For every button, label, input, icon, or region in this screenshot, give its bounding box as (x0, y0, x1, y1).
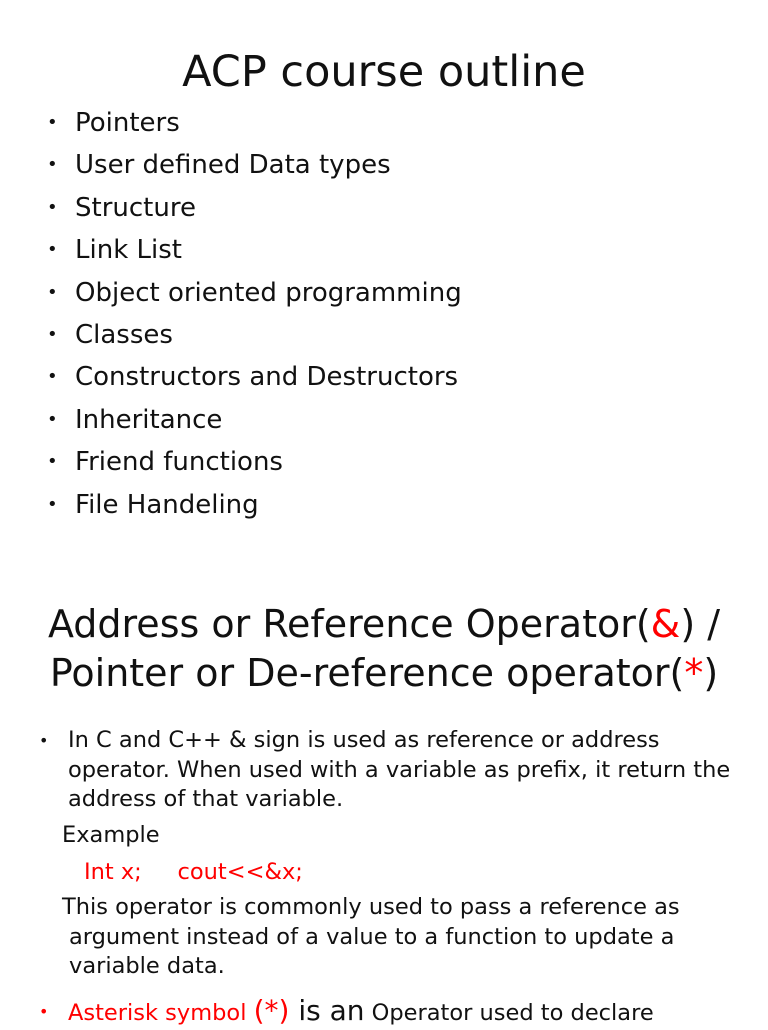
course-outline-list (45, 102, 462, 526)
list-item (45, 229, 462, 271)
list-item (45, 356, 462, 398)
ampersand-symbol: & (650, 602, 681, 646)
list-item-label: Constructors and Destructors (75, 362, 459, 393)
list-item-label: Link List (75, 235, 182, 266)
list-item-label: File Handeling (75, 489, 259, 520)
heading-text: Address or Reference Operator( (47, 602, 651, 646)
bullet: • (47, 451, 58, 473)
asterisk-symbol: (*) (253, 994, 290, 1027)
heading-line2 (50, 651, 718, 695)
bullet: • (47, 408, 58, 430)
list-item (45, 272, 462, 314)
slide-title: ACP course outline (182, 47, 586, 97)
asterisk-symbol: * (684, 651, 704, 695)
asterisk-label: Asterisk symbol (68, 1000, 254, 1026)
asterisk-tail-text: Operator used to declare (364, 1000, 654, 1026)
list-item (45, 102, 462, 144)
reference-operator-description: In C and C++ & sign is used as reference or address operator. When used with a variable as prefix, it return the address of that variable. (68, 727, 731, 812)
list-item-label: Structure (75, 192, 196, 223)
list-item (45, 441, 462, 483)
bullet: • (47, 366, 58, 388)
usage-note (62, 893, 742, 982)
list-item-label: User defined Data types (75, 150, 391, 181)
heading-text: ) (703, 651, 719, 695)
operator-heading (0, 600, 768, 698)
bullet: • (47, 281, 58, 303)
list-item (45, 399, 462, 441)
heading-line1 (48, 602, 720, 646)
list-item-label: Pointers (75, 108, 180, 138)
bullet: • (47, 112, 58, 133)
list-item (45, 314, 462, 356)
bullet: • (47, 239, 58, 261)
bullet: • (47, 196, 58, 218)
list-item-label: Friend functions (75, 447, 283, 478)
heading-text: Pointer or De-reference operator( (49, 651, 685, 695)
list-item-label: Classes (75, 320, 173, 351)
list-item-label: Object oriented programming (75, 277, 462, 308)
example-label: Example (62, 822, 160, 848)
list-item (45, 144, 462, 186)
asterisk-mid-text: is an (289, 994, 365, 1027)
usage-note-line1: This operator is commonly used to pass a reference as (62, 894, 680, 920)
list-item-label: Inheritance (75, 404, 223, 435)
list-item (45, 187, 462, 229)
heading-text: ) / (680, 602, 721, 646)
bullet: • (39, 1002, 49, 1021)
bullet: • (39, 731, 49, 750)
list-item (45, 484, 462, 526)
asterisk-description (68, 994, 654, 1030)
bullet: • (47, 154, 58, 176)
bullet: • (47, 324, 58, 346)
bullet: • (47, 493, 58, 515)
code-example: Int x; cout<<&x; (84, 859, 303, 885)
usage-note-continuation: argument instead of a value to a function to update a variable data. (69, 923, 675, 979)
